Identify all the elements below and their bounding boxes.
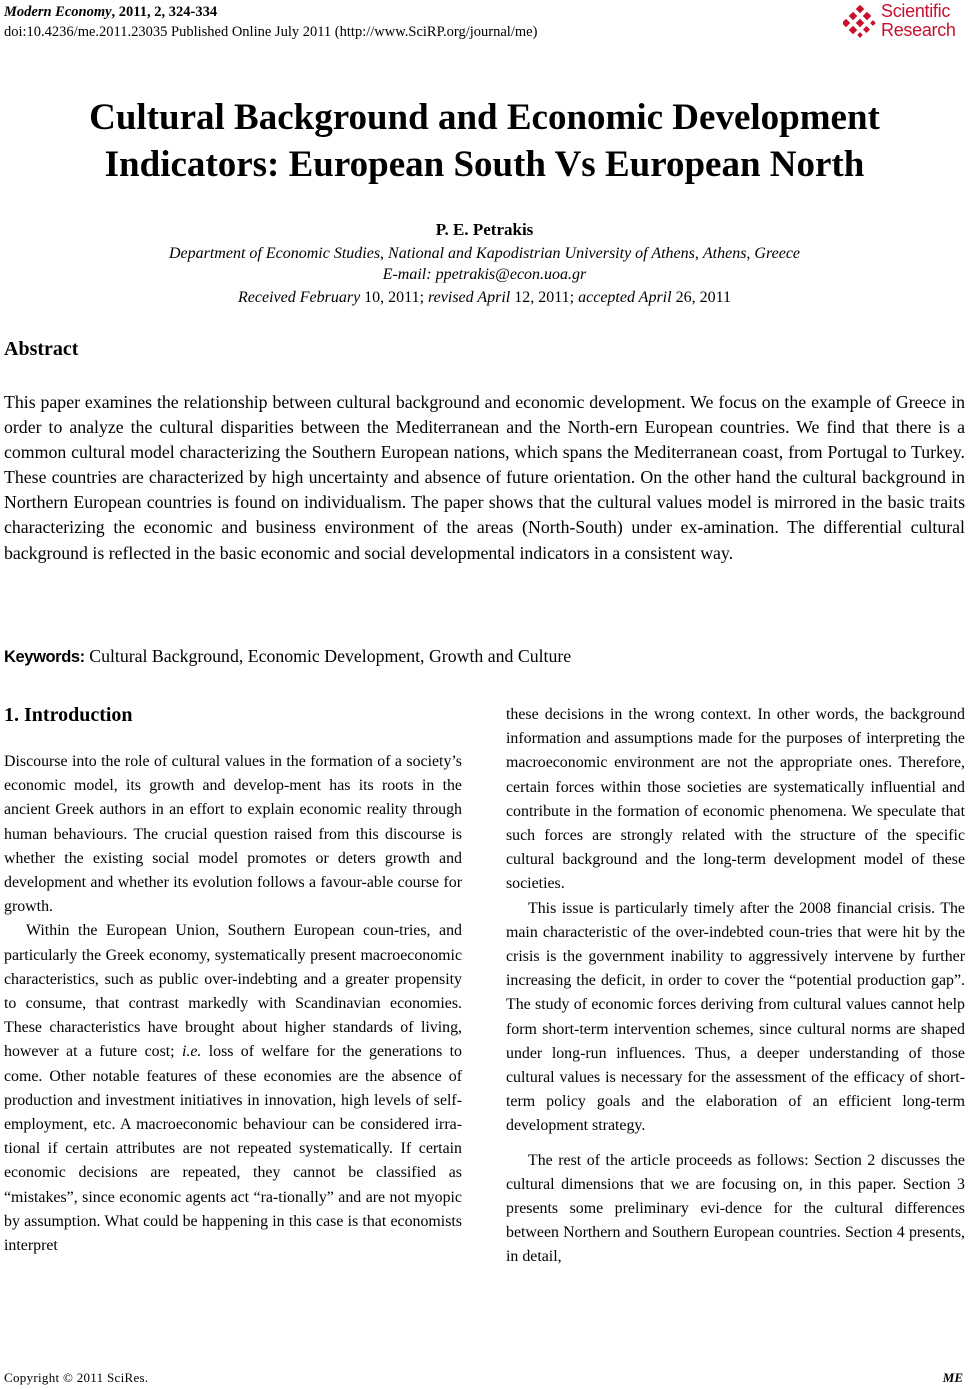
- paragraph: This issue is particularly timely after the 2008 financial crisis. The main characteristic of the over-indebted coun-tries that were hit by the crisis is the government inability to aggressively intervene by further increasing the deficit, in order to cover the “potential production gap”. The study of economic forces deriving from cultural values cannot help form short-term intervention schemes, since cultural norms are shaped under long-run influences. Thus, a deeper understanding of those cultural values is necessary for the assessment of the efficacy of short-term policy goals and the elaboration of an efficient long-term development strategy.: [506, 899, 965, 1135]
- abstract-heading: Abstract: [4, 338, 79, 360]
- footer-copyright: Copyright © 2011 SciRes.: [4, 1370, 149, 1385]
- volume-info: , 2011, 2, 324-334: [111, 4, 218, 20]
- journal-name: Modern Economy: [4, 4, 112, 20]
- author-name: P. E. Petrakis: [435, 220, 534, 239]
- affiliation: Department of Economic Studies, National and Kapodistrian University of Athens, Athens, Greece: [168, 245, 801, 262]
- keywords-label: Keywords:: [4, 648, 85, 666]
- paragraph: these decisions in the wrong context. In other words, the background information and assumptions made for the purposes of interpreting the macroeconomic environment are not the appropriate ones. Therefore, certain forces within those societies are systematically influential and contribute in the formation of economic phenomena. We speculate that such forces are strongly related with the structure of the specific cultural background and the long-term development model of these societies.: [506, 706, 965, 893]
- journal-citation: [4, 3, 217, 21]
- paragraph: The rest of the article proceeds as follows: Section 2 discusses the cultural dimensions that we are focusing on, in this paper. Section 3 presents some preliminary evi-dence for the cultural differences between Northern and Southern European countries. Section 4 presents, in detail,: [506, 1151, 965, 1266]
- paragraph: Within the European Union, Southern European coun-tries, and particularly the Greek economy, systematically present macroeconomic characteristics, such as public over-indebting and a greater propensity to consume, that contrast markedly with Scandinavian economies. These characteristics have brought about higher standards of living, however at a future cost; i.e. loss of welfare for the generations to come. Other notable features of these economies are the absence of production and investment initiatives in innovation, high levels of self-employment, etc. A macroeconomic behaviour can be considered irra-tional if certain attributes are not repeated systematically. If certain economic decisions are repeated, they cannot be classified as “mistakes”, since economic agents act “ra-tionally” and are not myopic by assumption. What could be happening in this case is that economists interpret: [4, 922, 462, 1255]
- paper-title: [0, 94, 969, 188]
- keywords: [4, 645, 571, 668]
- title-line-1: Cultural Background and Economic Development: [89, 97, 880, 138]
- section-heading: 1. Introduction: [4, 704, 133, 726]
- body-column-right: [506, 703, 965, 1270]
- title-line-2: Indicators: European South Vs European North: [104, 144, 865, 185]
- author-email: E-mail: ppetrakis@econ.uoa.gr: [382, 266, 587, 283]
- publisher-logo: [843, 2, 965, 44]
- logo-text: Scientific Research: [881, 1, 956, 40]
- doi-line: doi:10.4236/me.2011.23035 Published Online July 2011 (http://www.SciRP.org/journal/me): [4, 24, 538, 40]
- publication-dates: Received February 10, 2011; revised April 12, 2011; accepted April 26, 2011: [238, 289, 731, 306]
- paragraph: Discourse into the role of cultural values in the formation of a society’s economic model, its growth and develop-ment has its roots in the ancient Greek authors in an effort to explain economic reality through human behaviours. The crucial question raised from this discourse is whether the existing social model promotes or deters growth and development and whether its evolution follows a favour-able course for growth.: [4, 753, 462, 916]
- keywords-text: Cultural Background, Economic Development, Growth and Culture: [84, 646, 572, 666]
- footer-journal-abbr: ME: [942, 1370, 963, 1385]
- body-column-left: [4, 703, 462, 1258]
- scirp-logo-icon: [843, 5, 877, 39]
- abstract-text: This paper examines the relationship between cultural background and economic development. We focus on the example of Greece in order to analyze the cultural disparities between the Mediterranean and the North-ern European countries. We find that there is a common cultural model characterizing the Southern European nations, which spans the Mediterranean coast, from Portugal to Turkey. These countries are characterized by high uncertainty and absence of future orientation. On the other hand the cultural background in Northern European countries is found on individualism. The paper shows that the cultural values model is mirrored in the basic traits characterizing the economic and business environment of the areas (North-South) under ex-amination. The differential cultural background is reflected in the basic economic and social developmental indicators in a consistent way.: [4, 392, 965, 563]
